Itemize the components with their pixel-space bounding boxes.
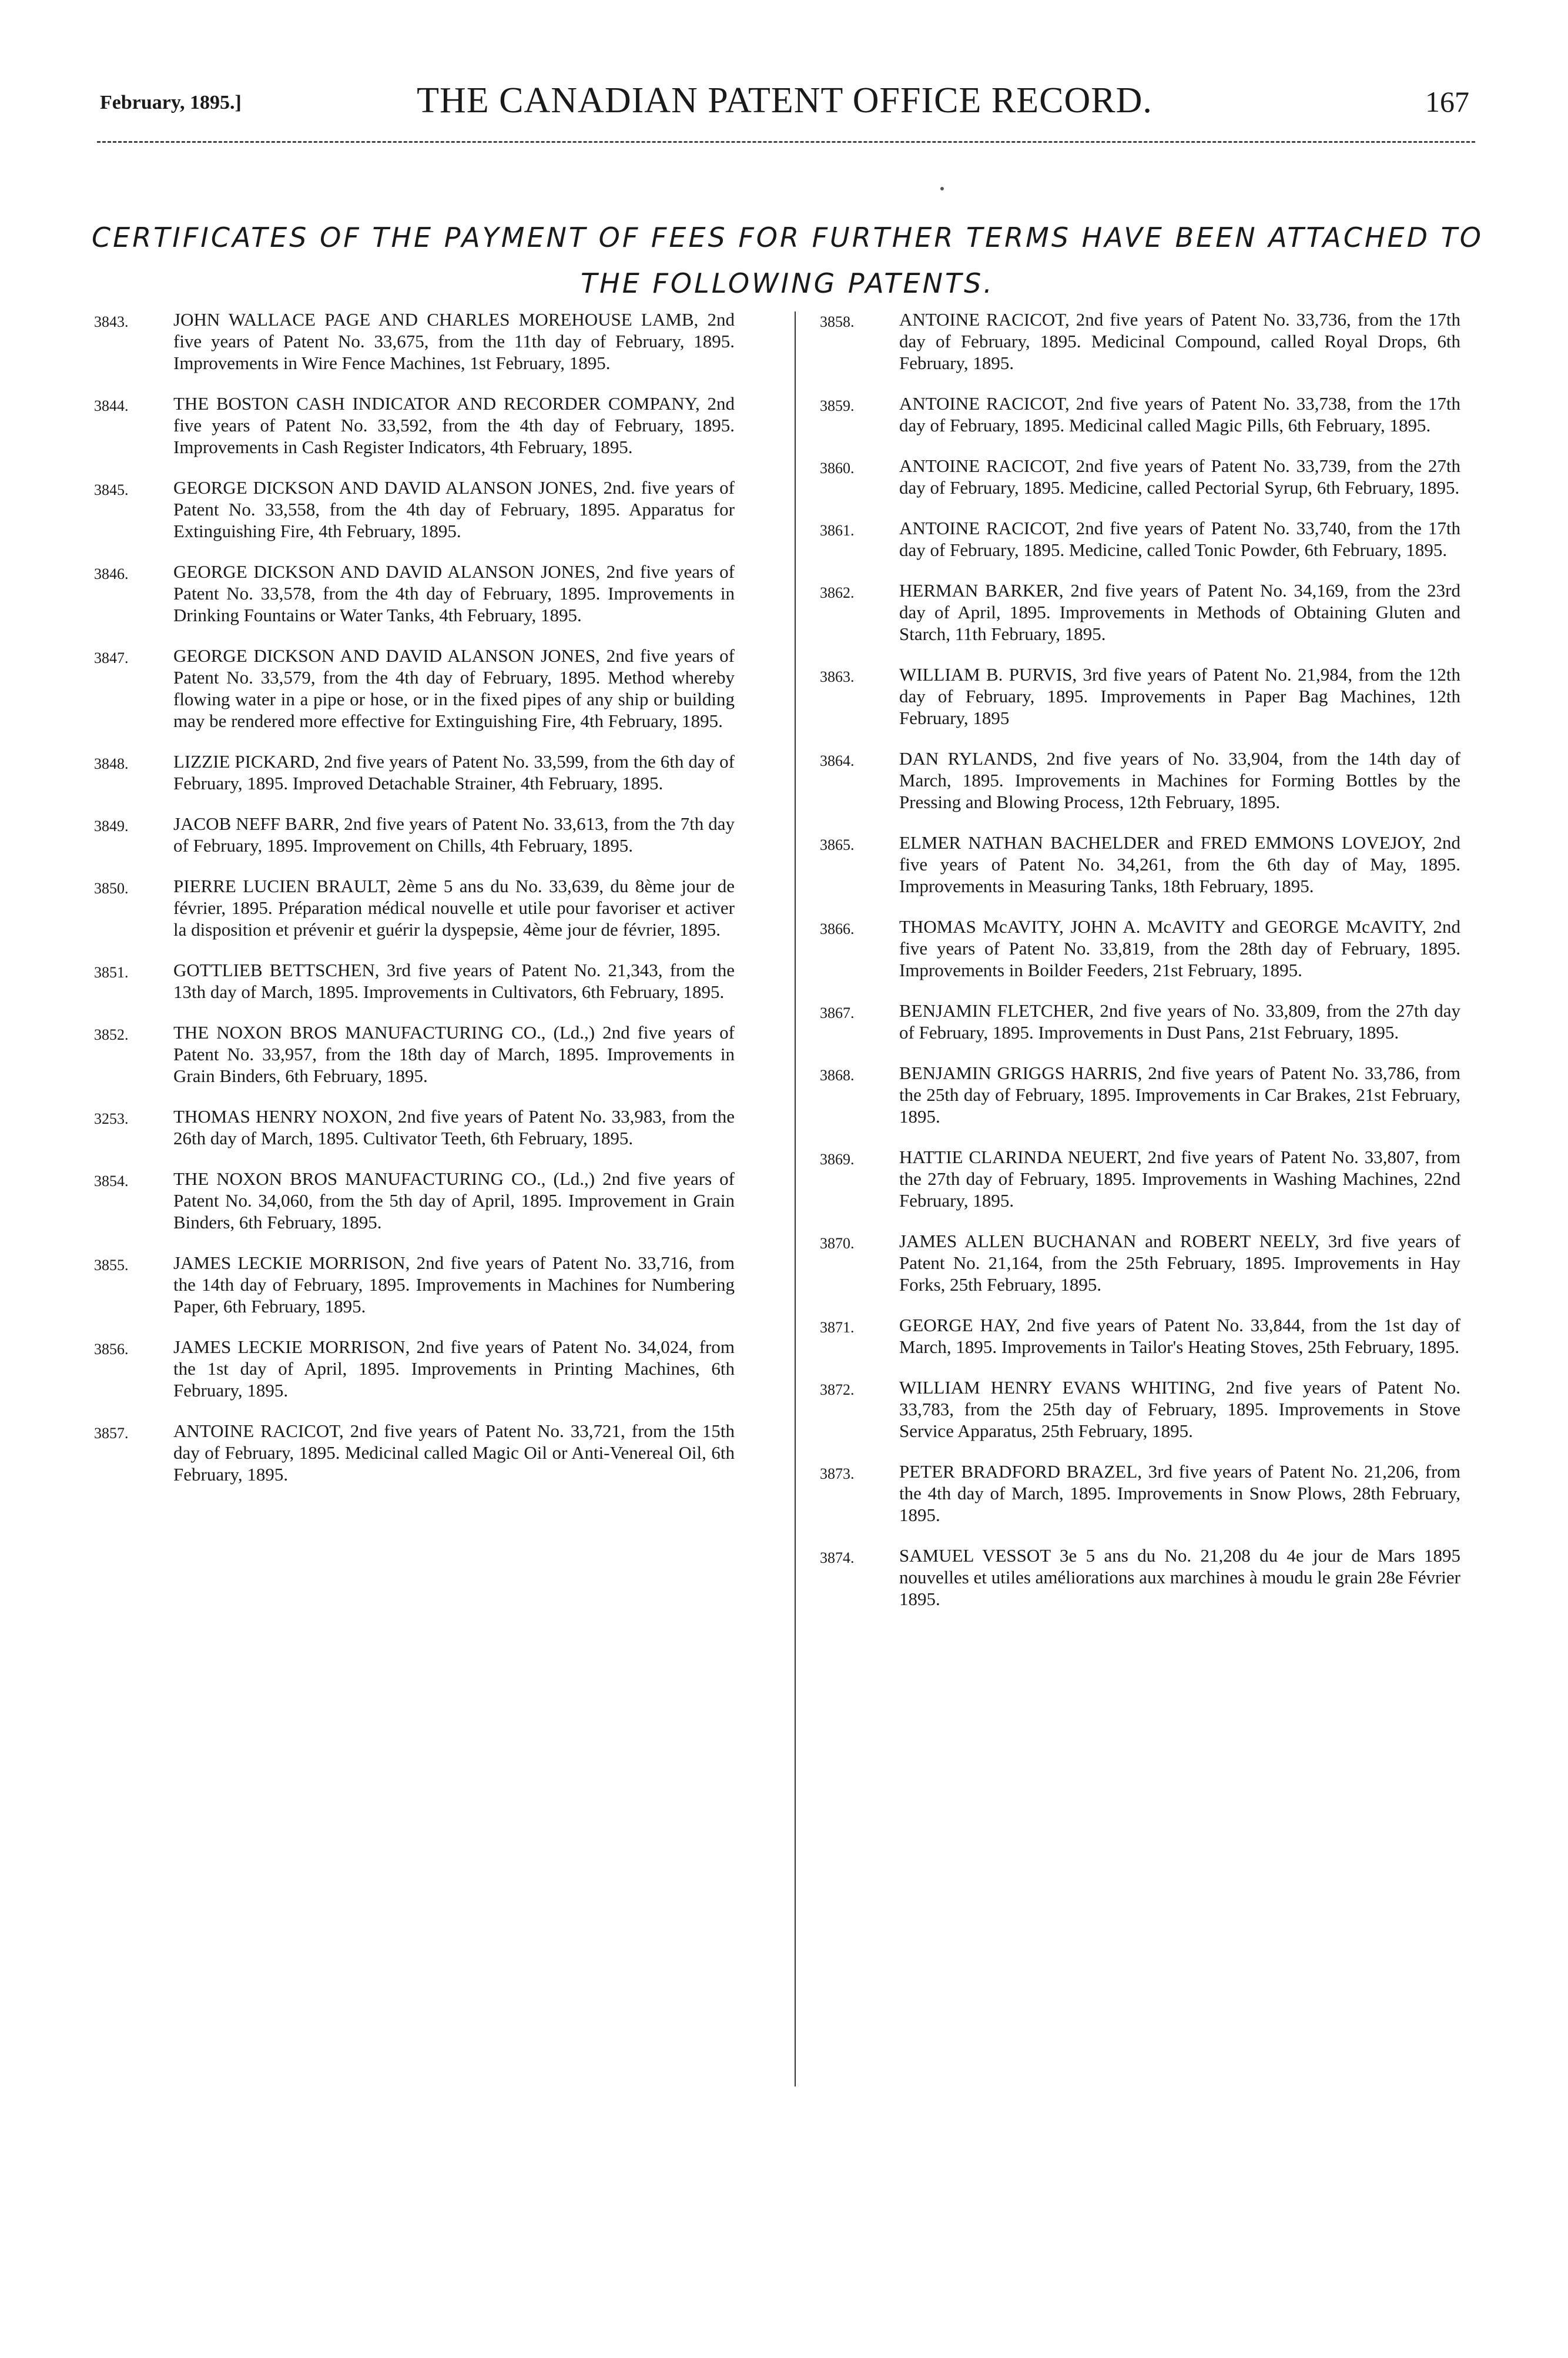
issue-date: February, 1895.] — [100, 92, 242, 113]
certificate-text: SAMUEL VESSOT 3e 5 ans du No. 21,208 du 4e jour de Mars 1895 nouvelles et utiles améliorations aux marchines à moudu le grain 28e Février 1895. — [899, 1545, 1460, 1609]
patent-entry — [820, 748, 1460, 813]
certificate-number: 3870. — [820, 1235, 855, 1252]
certificate-text: HERMAN BARKER, 2nd five years of Patent No. 34,169, from the 23rd day of April, 1895. Improvements in Methods of Obtaining Gluten and Starch, 11th February, 1895. — [899, 580, 1460, 644]
header-rule — [97, 141, 1475, 143]
certificate-number: 3852. — [94, 1026, 129, 1043]
certificate-text: GEORGE HAY, 2nd five years of Patent No. 33,844, from the 1st day of March, 1895. Improvements in Tailor's Heating Stoves, 25th February, 1895. — [899, 1315, 1460, 1357]
certificate-text: GEORGE DICKSON AND DAVID ALANSON JONES, 2nd five years of Patent No. 33,579, from the 4th day of February, 1895. Method whereby flowing water in a pipe or hose, or in the fixed pipes of any ship or building may be rendered more effective for Extinguishing Fire, 4th February, 1895. — [173, 645, 735, 731]
patent-entry — [820, 1062, 1460, 1127]
patent-entry — [820, 1000, 1460, 1043]
patent-entry — [94, 561, 735, 626]
certificate-number: 3846. — [94, 565, 129, 582]
patent-entry — [820, 1146, 1460, 1211]
patent-entry — [820, 309, 1460, 374]
certificate-number: 3856. — [94, 1341, 129, 1358]
patent-entry — [94, 1168, 735, 1233]
certificate-number: 3866. — [820, 920, 855, 937]
certificate-text: BENJAMIN FLETCHER, 2nd five years of No. 33,809, from the 27th day of February, 1895. Improvements in Dust Pans, 21st February, 1895. — [899, 1000, 1460, 1043]
patent-entry — [820, 1230, 1460, 1295]
certificate-number: 3844. — [94, 397, 129, 414]
certificate-text: WILLIAM B. PURVIS, 3rd five years of Patent No. 21,984, from the 12th day of February, 1895. Improvements in Paper Bag Machines, 12th February, 1895 — [899, 664, 1460, 728]
patent-entry — [94, 875, 735, 940]
certificate-number: 3865. — [820, 836, 855, 853]
certificate-number: 3850. — [94, 880, 129, 897]
certificate-number: 3851. — [94, 964, 129, 981]
certificate-number: 3863. — [820, 668, 855, 685]
certificate-number: 3861. — [820, 522, 855, 539]
certificate-text: JAMES LECKIE MORRISON, 2nd five years of Patent No. 33,716, from the 14th day of February, 1895. Improvements in Machines for Numbering Paper, 6th February, 1895. — [173, 1252, 735, 1317]
patent-entry — [94, 1420, 735, 1485]
certificate-text: GEORGE DICKSON AND DAVID ALANSON JONES, 2nd five years of Patent No. 33,578, from the 4th day of February, 1895. Improvements in Drinking Fountains or Water Tanks, 4th February, 1895. — [173, 561, 735, 625]
certificate-number: 3843. — [94, 313, 129, 330]
certificate-text: THE NOXON BROS MANUFACTURING CO., (Ld.,) 2nd five years of Patent No. 34,060, from the 5th day of April, 1895. Improvement in Grain Binders, 6th February, 1895. — [173, 1168, 735, 1232]
patent-entry — [820, 1314, 1460, 1358]
patent-entry — [94, 1106, 735, 1149]
certificate-text: LIZZIE PICKARD, 2nd five years of Patent No. 33,599, from the 6th day of February, 1895. Improved Detachable Strainer, 4th February, 1895. — [173, 751, 735, 793]
certificate-text: ANTOINE RACICOT, 2nd five years of Patent No. 33,739, from the 27th day of February, 1895. Medicine, called Pectorial Syrup, 6th February, 1895. — [899, 455, 1460, 498]
certificate-text: HATTIE CLARINDA NEUERT, 2nd five years of Patent No. 33,807, from the 27th day of February, 1895. Improvements in Washing Machines, 22nd February, 1895. — [899, 1147, 1460, 1211]
patent-entry — [94, 645, 735, 732]
certificate-text: THE NOXON BROS MANUFACTURING CO., (Ld.,) 2nd five years of Patent No. 33,957, from the 18th day of March, 1895. Improvements in Grain Binders, 6th February, 1895. — [173, 1022, 735, 1086]
certificate-number: 3860. — [820, 460, 855, 477]
column-divider — [795, 312, 796, 2086]
certificate-text: ANTOINE RACICOT, 2nd five years of Patent No. 33,738, from the 17th day of February, 1895. Medicinal called Magic Pills, 6th February, 1895. — [899, 393, 1460, 436]
certificate-number: 3854. — [94, 1173, 129, 1190]
patent-entry — [94, 813, 735, 856]
certificate-number: 3855. — [94, 1257, 129, 1274]
certificate-number: 3867. — [820, 1004, 855, 1021]
certificate-text: THOMAS McAVITY, JOHN A. McAVITY and GEORGE McAVITY, 2nd five years of Patent No. 33,819, from the 28th day of February, 1895. Improvements in Boilder Feeders, 21st February, 1895. — [899, 916, 1460, 980]
certificate-text: ANTOINE RACICOT, 2nd five years of Patent No. 33,740, from the 17th day of February, 1895. Medicine, called Tonic Powder, 6th February, 1895. — [899, 518, 1460, 560]
certificate-number: 3848. — [94, 755, 129, 772]
certificate-number: 3857. — [94, 1425, 129, 1442]
certificate-text: THE BOSTON CASH INDICATOR AND RECORDER COMPANY, 2nd five years of Patent No. 33,592, from the 4th day of February, 1895. Improvements in Cash Register Indicators, 4th February, 1895. — [173, 393, 735, 457]
certificate-number: 3858. — [820, 313, 855, 330]
certificate-number: 3253. — [94, 1110, 129, 1127]
certificate-text: JAMES LECKIE MORRISON, 2nd five years of Patent No. 34,024, from the 1st day of April, 1895. Improvements in Printing Machines, 6th February, 1895. — [173, 1337, 735, 1401]
patent-entry — [820, 664, 1460, 729]
patent-entry — [94, 1252, 735, 1317]
patent-entry — [820, 832, 1460, 897]
patent-entry — [94, 959, 735, 1003]
certificate-text: GEORGE DICKSON AND DAVID ALANSON JONES, 2nd. five years of Patent No. 33,558, from the 4th day of February, 1895. Apparatus for Extinguishing Fire, 4th February, 1895. — [173, 477, 735, 541]
running-head — [94, 76, 1475, 123]
patent-entry — [820, 517, 1460, 561]
certificate-text: ANTOINE RACICOT, 2nd five years of Patent No. 33,736, from the 17th day of February, 1895. Medicinal Compound, called Royal Drops, 6th February, 1895. — [899, 309, 1460, 373]
certificate-text: ELMER NATHAN BACHELDER and FRED EMMONS LOVEJOY, 2nd five years of Patent No. 34,261, from the 6th day of May, 1895. Improvements in Measuring Tanks, 18th February, 1895. — [899, 832, 1460, 896]
patent-entry — [94, 1336, 735, 1401]
patent-entry — [820, 1376, 1460, 1442]
right-column — [820, 309, 1460, 1629]
certificate-number: 3872. — [820, 1381, 855, 1398]
left-column — [94, 309, 735, 1504]
certificate-text: WILLIAM HENRY EVANS WHITING, 2nd five years of Patent No. 33,783, from the 25th day of February, 1895. Improvements in Stove Service Apparatus, 25th February, 1895. — [899, 1377, 1460, 1441]
certificate-text: PETER BRADFORD BRAZEL, 3rd five years of Patent No. 21,206, from the 4th day of March, 1895. Improvements in Snow Plows, 28th February, 1895. — [899, 1461, 1460, 1525]
patent-entry — [94, 309, 735, 374]
patent-entry — [820, 1545, 1460, 1610]
certificate-number: 3864. — [820, 752, 855, 769]
patent-entry — [94, 1021, 735, 1087]
patent-entry — [820, 393, 1460, 436]
certificate-number: 3847. — [94, 649, 129, 666]
certificate-text: PIERRE LUCIEN BRAULT, 2ème 5 ans du No. 33,639, du 8ème jour de février, 1895. Préparation médical nouvelle et utile pour favoriser et activer la disposition et prévenir et guérir la dyspepsie, 4ème jour de février, 1895. — [173, 876, 735, 940]
patent-entry — [820, 455, 1460, 498]
patent-entry — [94, 393, 735, 458]
certificate-text: GOTTLIEB BETTSCHEN, 3rd five years of Patent No. 21,343, from the 13th day of March, 1895. Improvements in Cultivators, 6th February, 1895. — [173, 960, 735, 1002]
certificate-number: 3849. — [94, 818, 129, 835]
certificate-number: 3871. — [820, 1319, 855, 1336]
certificate-text: DAN RYLANDS, 2nd five years of No. 33,904, from the 14th day of March, 1895. Improvements in Machines for Forming Bottles by the Pressing and Blowing Process, 12th February, 1895. — [899, 748, 1460, 812]
certificate-text: BENJAMIN GRIGGS HARRIS, 2nd five years of Patent No. 33,786, from the 25th day of February, 1895. Improvements in Car Brakes, 21st February, 1895. — [899, 1063, 1460, 1127]
certificate-number: 3862. — [820, 584, 855, 601]
certificate-number: 3859. — [820, 397, 855, 414]
certificate-number: 3868. — [820, 1067, 855, 1084]
page-number: 167 — [1425, 85, 1469, 118]
patent-entry — [820, 580, 1460, 645]
certificate-text: THOMAS HENRY NOXON, 2nd five years of Patent No. 33,983, from the 26th day of March, 1895. Cultivator Teeth, 6th February, 1895. — [173, 1106, 735, 1148]
publication-title: THE CANADIAN PATENT OFFICE RECORD. — [417, 81, 1152, 120]
certificate-number: 3873. — [820, 1465, 855, 1482]
patent-entry — [94, 477, 735, 542]
certificate-text: ANTOINE RACICOT, 2nd five years of Patent No. 33,721, from the 15th day of February, 1895. Medicinal called Magic Oil or Anti-Venereal Oil, 6th February, 1895. — [173, 1421, 735, 1485]
certificate-text: JOHN WALLACE PAGE AND CHARLES MOREHOUSE LAMB, 2nd five years of Patent No. 33,675, from the 11th day of February, 1895. Improvements in Wire Fence Machines, 1st February, 1895. — [173, 309, 735, 373]
patent-entry — [820, 916, 1460, 981]
patent-entry — [94, 751, 735, 794]
certificate-number: 3869. — [820, 1151, 855, 1168]
certificate-text: JACOB NEFF BARR, 2nd five years of Patent No. 33,613, from the 7th day of February, 1895. Improvement on Chills, 4th February, 1895. — [173, 813, 735, 856]
print-speck — [940, 187, 944, 190]
certificate-number: 3845. — [94, 481, 129, 498]
section-title: CERTIFICATES OF THE PAYMENT OF FEES FOR FURTHER TERMS HAVE BEEN ATTACHED TO THE FOLLOWING PATENTS. — [92, 222, 1483, 299]
certificate-number: 3874. — [820, 1549, 855, 1566]
patent-entry — [820, 1461, 1460, 1526]
certificate-text: JAMES ALLEN BUCHANAN and ROBERT NEELY, 3rd five years of Patent No. 21,164, from the 25th February, 1895. Improvements in Hay Forks, 25th February, 1895. — [899, 1231, 1460, 1295]
